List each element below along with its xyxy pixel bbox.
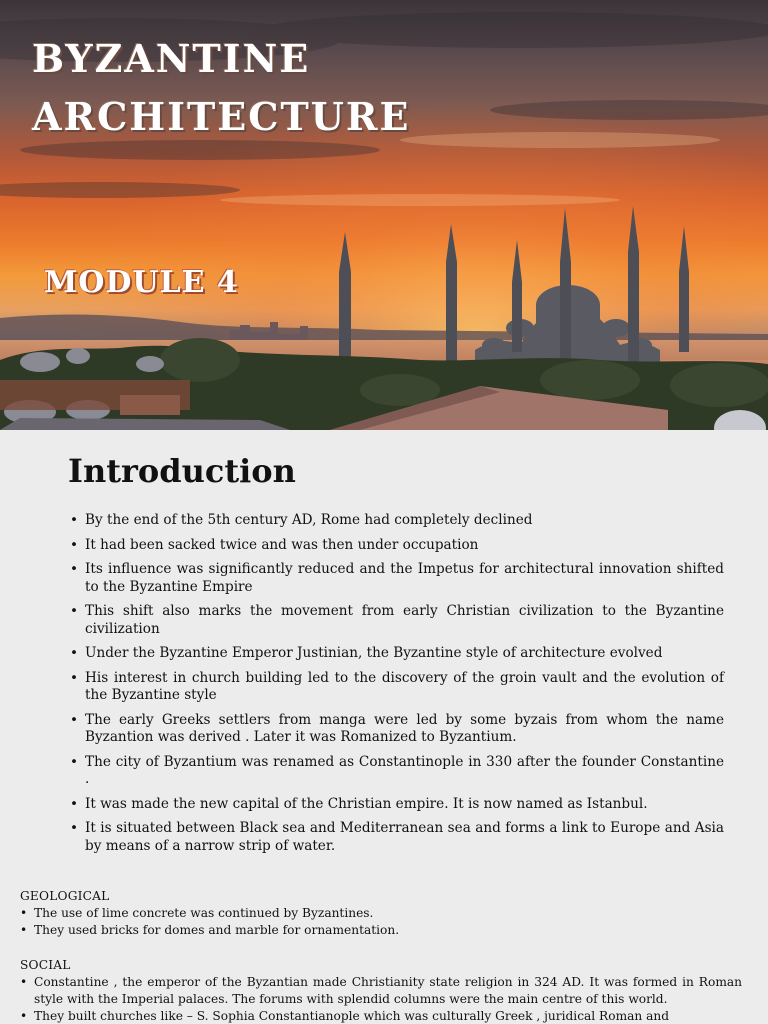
presentation-title [32,30,410,146]
list-item: • Its influence was significantly reduced and the Impetus for architectural innovation shifted to the Byzantine Empire [68,561,724,596]
list-item: • They used bricks for domes and marble for ornamentation. [20,922,742,939]
list-item: • The use of lime concrete was continued by Byzantines. [20,905,742,922]
list-item: • The city of Byzantium was renamed as Constantinople in 330 after the founder Constantine . [68,754,724,789]
title-line-1: BYZANTINE [32,36,311,81]
list-item: • This shift also marks the movement from early Christian civilization to the Byzantine civilization [68,603,724,638]
list-item: • It had been sacked twice and was then under occupation [68,537,724,555]
list-item: • His interest in church building led to the discovery of the groin vault and the evolution of the Byzantine style [68,670,724,705]
introduction-list [68,512,724,862]
list-item: • The early Greeks settlers from manga were led by some byzais from whom the name Byzantion was derived . Later it was Romanized to Byzantium. [68,712,724,747]
geological-list [20,905,742,939]
social-title: SOCIAL [20,958,71,972]
social-list [20,974,742,1024]
module-label: MODULE 4 [44,265,239,300]
social-section [20,957,742,1024]
geological-section [20,888,742,939]
introduction-heading: Introduction [68,452,296,490]
hero-banner [0,0,768,430]
list-item: • It is situated between Black sea and Mediterranean sea and forms a link to Europe and Asia by means of a narrow strip of water. [68,820,724,855]
geological-title: GEOLOGICAL [20,889,110,903]
title-line-2: ARCHITECTURE [32,94,411,139]
list-item: • Constantine , the emperor of the Byzantian made Christianity state religion in 324 AD. It was formed in Roman style with the Imperial palaces. The forums with splendid columns were the main centre of this world. [20,974,742,1008]
list-item: • They built churches like – S. Sophia Constantianople which was culturally Greek , juridical Roman and [20,1008,742,1024]
list-item: • By the end of the 5th century AD, Rome had completely declined [68,512,724,530]
list-item: • It was made the new capital of the Christian empire. It is now named as Istanbul. [68,796,724,814]
list-item: • Under the Byzantine Emperor Justinian, the Byzantine style of architecture evolved [68,645,724,663]
